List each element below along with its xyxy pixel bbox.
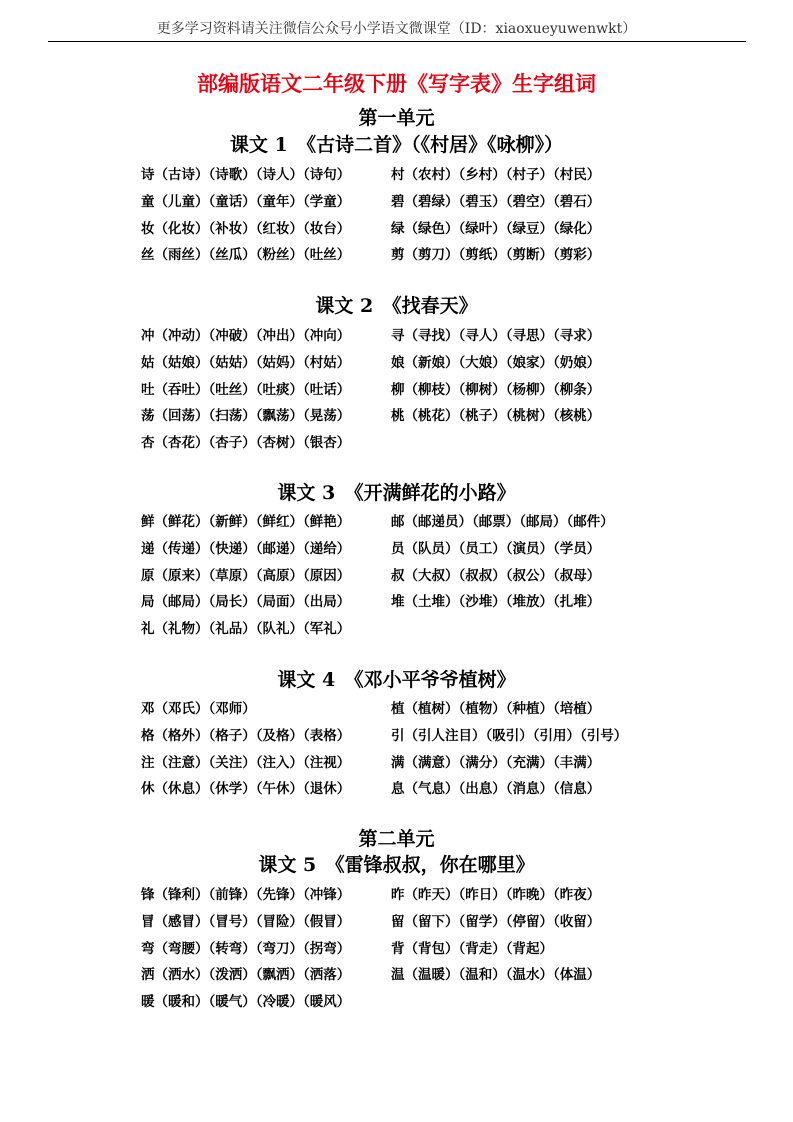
lesson-title-3: 课文 3 《开满鲜花的小路》 <box>277 482 516 504</box>
word-entry-left: 原（原来）（草原）（高原）（原因） <box>141 567 351 584</box>
word-entry-right: 邮（邮递员）（邮票）（邮局）（邮件） <box>391 514 614 530</box>
word-row <box>141 217 761 244</box>
word-entry-left: 吐（吞吐）（吐丝）（吐痰）（吐话） <box>141 381 351 398</box>
word-entry-right: 员（队员）（员工）（演员）（学员） <box>391 540 601 557</box>
lesson-2-words <box>141 324 761 458</box>
word-entry-right: 堆（土堆）（沙堆）（堆放）（扎堆） <box>391 594 601 611</box>
word-entry-left: 递（传递）（快递）（邮递）（递给） <box>141 540 351 557</box>
word-entry-left: 荡（回荡）（扫荡）（飘荡）（晃荡） <box>141 408 351 425</box>
lesson-title-2: 课文 2 《找春天》 <box>315 295 478 317</box>
word-entry-left: 礼（礼物）（礼品）（队礼）（军礼） <box>141 621 351 638</box>
word-entry-left: 格（格外）（格子）（及格）（表格） <box>141 727 351 744</box>
lesson-4-words <box>141 697 761 804</box>
word-entry-right: 留（留下）（留学）（停留）（收留） <box>391 913 601 930</box>
word-row <box>141 617 761 644</box>
word-entry-left: 洒（洒水）（泼洒）（飘洒）（洒落） <box>141 967 351 984</box>
word-row <box>141 404 761 431</box>
word-row <box>141 510 761 537</box>
unit-title-2: 第二单元 <box>358 828 435 850</box>
lesson-title-1: 课文 1 《古诗二首》（《村居》《咏柳》） <box>229 134 564 156</box>
word-entry-right: 碧（碧绿）（碧玉）（碧空）（碧石） <box>391 193 601 210</box>
word-row <box>141 351 761 378</box>
word-row <box>141 937 761 964</box>
word-row <box>141 163 761 190</box>
word-row <box>141 564 761 591</box>
word-row <box>141 724 761 751</box>
word-entry-left: 注（注意）（关注）（注入）（注视） <box>141 754 351 771</box>
word-entry-right: 息（气息）（出息）（消息）（信息） <box>391 781 601 798</box>
word-entry-left: 妆（化妆）（补妆）（红妆）（妆台） <box>141 220 351 237</box>
word-entry-right: 背（背包）（背走）（背起） <box>391 940 553 957</box>
word-entry-right: 娘（新娘）（大娘）（娘家）（奶娘） <box>391 354 601 371</box>
word-entry-left: 诗（古诗）（诗歌）（诗人）（诗句） <box>141 167 351 183</box>
lesson-1-words <box>141 163 761 270</box>
word-row <box>141 378 761 405</box>
word-entry-right: 柳（柳枝）（柳树）（杨柳）（柳条） <box>391 381 601 398</box>
word-row <box>141 883 761 910</box>
word-entry-right: 村（农村）（乡村）（村子）（村民） <box>391 167 601 183</box>
word-row <box>141 963 761 990</box>
page-header: 更多学习资料请关注微信公众号小学语文微课堂（ID：xiaoxueyuwenwkt） <box>156 21 637 37</box>
word-entry-left: 杏（杏花）（杏子）（杏树）（银杏） <box>141 435 351 452</box>
word-row <box>141 697 761 724</box>
lesson-title-4: 课文 4 《邓小平爷爷植树》 <box>277 669 516 691</box>
word-entry-right: 温（温暖）（温和）（温水）（体温） <box>391 967 601 984</box>
header-divider <box>48 41 746 42</box>
word-row <box>141 751 761 778</box>
word-entry-left: 邓（邓氏）（邓师） <box>141 701 256 717</box>
word-entry-left: 冲（冲动）（冲破）（冲出）（冲向） <box>141 328 351 344</box>
word-row <box>141 910 761 937</box>
word-row <box>141 324 761 351</box>
word-entry-left: 局（邮局）（局长）（局面）（出局） <box>141 594 351 611</box>
word-entry-left: 冒（感冒）（冒号）（冒险）（假冒） <box>141 913 351 930</box>
word-row <box>141 590 761 617</box>
word-row <box>141 243 761 270</box>
word-entry-left: 鲜（鲜花）（新鲜）（鲜红）（鲜艳） <box>141 514 351 530</box>
word-entry-left: 弯（弯腰）（转弯）（弯刀）（拐弯） <box>141 940 351 957</box>
word-entry-left: 丝（雨丝）（丝瓜）（粉丝）（吐丝） <box>141 247 351 264</box>
lesson-3-words <box>141 510 761 644</box>
word-entry-right: 剪（剪刀）（剪纸）（剪断）（剪彩） <box>391 247 601 264</box>
word-entry-right: 叔（大叔）（叔叔）（叔公）（叔母） <box>391 567 601 584</box>
unit-title-1: 第一单元 <box>358 107 435 129</box>
word-entry-right: 绿（绿色）（绿叶）（绿豆）（绿化） <box>391 220 601 237</box>
word-entry-right: 植（植树）（植物）（种植）（培植） <box>391 701 601 717</box>
word-entry-left: 锋（锋利）（前锋）（先锋）（冲锋） <box>141 887 351 903</box>
word-entry-right: 引（引人注目）（吸引）（引用）（引号） <box>391 727 628 744</box>
document-title: 部编版语文二年级下册《写字表》生字组词 <box>197 72 596 96</box>
lesson-title-5: 课文 5 《雷锋叔叔，你在哪里》 <box>258 854 535 876</box>
word-entry-left: 休（休息）（休学）（午休）（退休） <box>141 781 351 798</box>
word-entry-right: 桃（桃花）（桃子）（桃树）（核桃） <box>391 408 601 425</box>
word-row <box>141 431 761 458</box>
word-entry-left: 暖（暖和）（暖气）（冷暖）（暖风） <box>141 994 351 1011</box>
word-entry-right: 寻（寻找）（寻人）（寻思）（寻求） <box>391 328 601 344</box>
word-row <box>141 190 761 217</box>
word-row <box>141 990 761 1017</box>
word-entry-right: 满（满意）（满分）（充满）（丰满） <box>391 754 601 771</box>
word-entry-left: 童（儿童）（童话）（童年）（学童） <box>141 193 351 210</box>
word-entry-right: 昨（昨天）（昨日）（昨晚）（昨夜） <box>391 887 601 903</box>
lesson-5-words <box>141 883 761 1017</box>
word-entry-left: 姑（姑娘）（姑姑）（姑妈）（村姑） <box>141 354 351 371</box>
word-row <box>141 537 761 564</box>
word-row <box>141 777 761 804</box>
